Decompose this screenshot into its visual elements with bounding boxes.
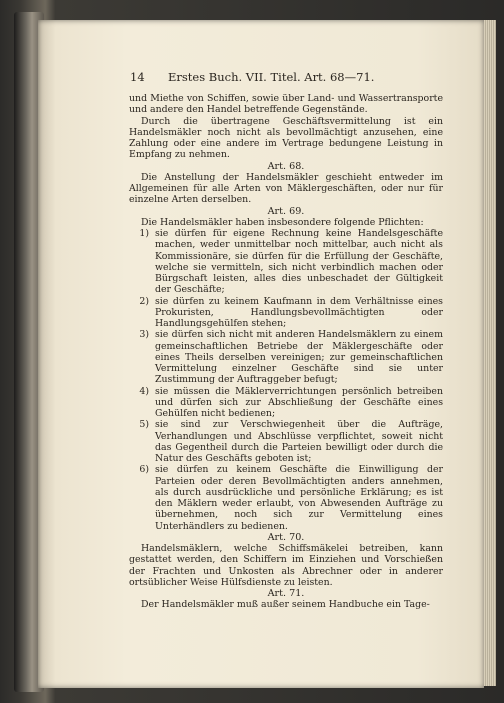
article-70-text: Handelsmäklern, welche Schiffsmäkelei betreiben, kann gestattet werden, den Schiffern im Einziehen und Vorschießen der Frachten und Unkosten als Abrechner oder in anderer ortsüblicher Weise Hülfsdienste zu leisten. — [129, 543, 443, 588]
article-71-heading: Art. 71. — [267, 588, 305, 599]
article-69-list — [129, 228, 443, 532]
article-69-intro: Die Handelsmäkler haben insbesondere folgende Pflichten: — [141, 216, 424, 228]
list-item: 1) sie dürfen für eigene Rechnung keine Handelsgeschäfte machen, weder unmittelbar noch mittelbar, auch nicht als Kommissionäre, sie dürfen für die Erfüllung der Geschäfte, welche sie vermitteln, sich nicht verbindlich machen oder Bürgschaft leisten, alles dies unbeschadet der Gültigkeit der Geschäfte; — [139, 228, 443, 296]
paragraph-intro-2: Durch die übertragene Geschäftsvermittelung ist ein Handelsmäkler noch nicht als bevollmächtigt anzusehen, eine Zahlung oder eine andere im Vertrage bedungene Leistung in Empfang zu nehmen. — [129, 115, 443, 161]
running-title: Erstes Buch. VII. Titel. Art. 68—71. — [168, 70, 375, 84]
list-item: 6) sie dürfen zu keinem Geschäfte die Einwilligung der Parteien oder deren Bevollmächtigten anders annehmen, als durch ausdrückliche und persönliche Erklärung; es ist den Mäklern weder erlaubt, von Abwesenden Aufträge zu übernehmen, noch sich zur Vermittelung eines Unterhändlers zu bedienen. — [139, 464, 443, 532]
page-header — [130, 70, 430, 84]
list-item: 3) sie dürfen sich nicht mit anderen Handelsmäklern zu einem gemeinschaftlichen Betriebe der Mäklergeschäfte oder eines Theils derselben vereinigen; zur gemeinschaftlichen Vermittelung einzelner Geschäfte sind sie unter Zustimmung der Auftraggeber befugt; — [139, 329, 443, 386]
page-stack-edges — [484, 20, 496, 686]
list-item: 5) sie sind zur Verschwiegenheit über die Aufträge, Verhandlungen und Abschlüsse verpflichtet, soweit nicht das Gegentheil durch die Parteien bewilligt oder durch die Natur des Geschäfts geboten ist; — [139, 419, 443, 464]
article-69-heading: Art. 69. — [267, 205, 305, 217]
article-71-text: Der Handelsmäkler muß außer seinem Handbuche ein Tage- — [141, 599, 430, 611]
page-body — [129, 93, 443, 611]
article-68-heading: Art. 68. — [267, 160, 305, 172]
list-item: 2) sie dürfen zu keinem Kaufmann in dem Verhältnisse eines Prokuristen, Handlungsbevollmächtigten oder Handlungsgehülfen stehen; — [139, 295, 443, 329]
list-item: 4) sie müssen die Mäklerverrichtungen persönlich betreiben und dürfen sich zur Abschließung der Geschäfte eines Gehülfen nicht bedienen; — [139, 385, 443, 419]
article-68-text: Die Anstellung der Handelsmäkler geschieht entweder im Allgemeinen für alle Arten von Mäklergeschäften, oder nur für einzelne Arten derselben. — [129, 171, 443, 206]
article-70-heading: Art. 70. — [267, 531, 305, 543]
page-number: 14 — [130, 70, 145, 84]
paragraph-intro: und Miethe von Schiffen, sowie über Land- und Wassertransporte und andere den Handel betreffende Gegenstände. — [129, 93, 443, 116]
